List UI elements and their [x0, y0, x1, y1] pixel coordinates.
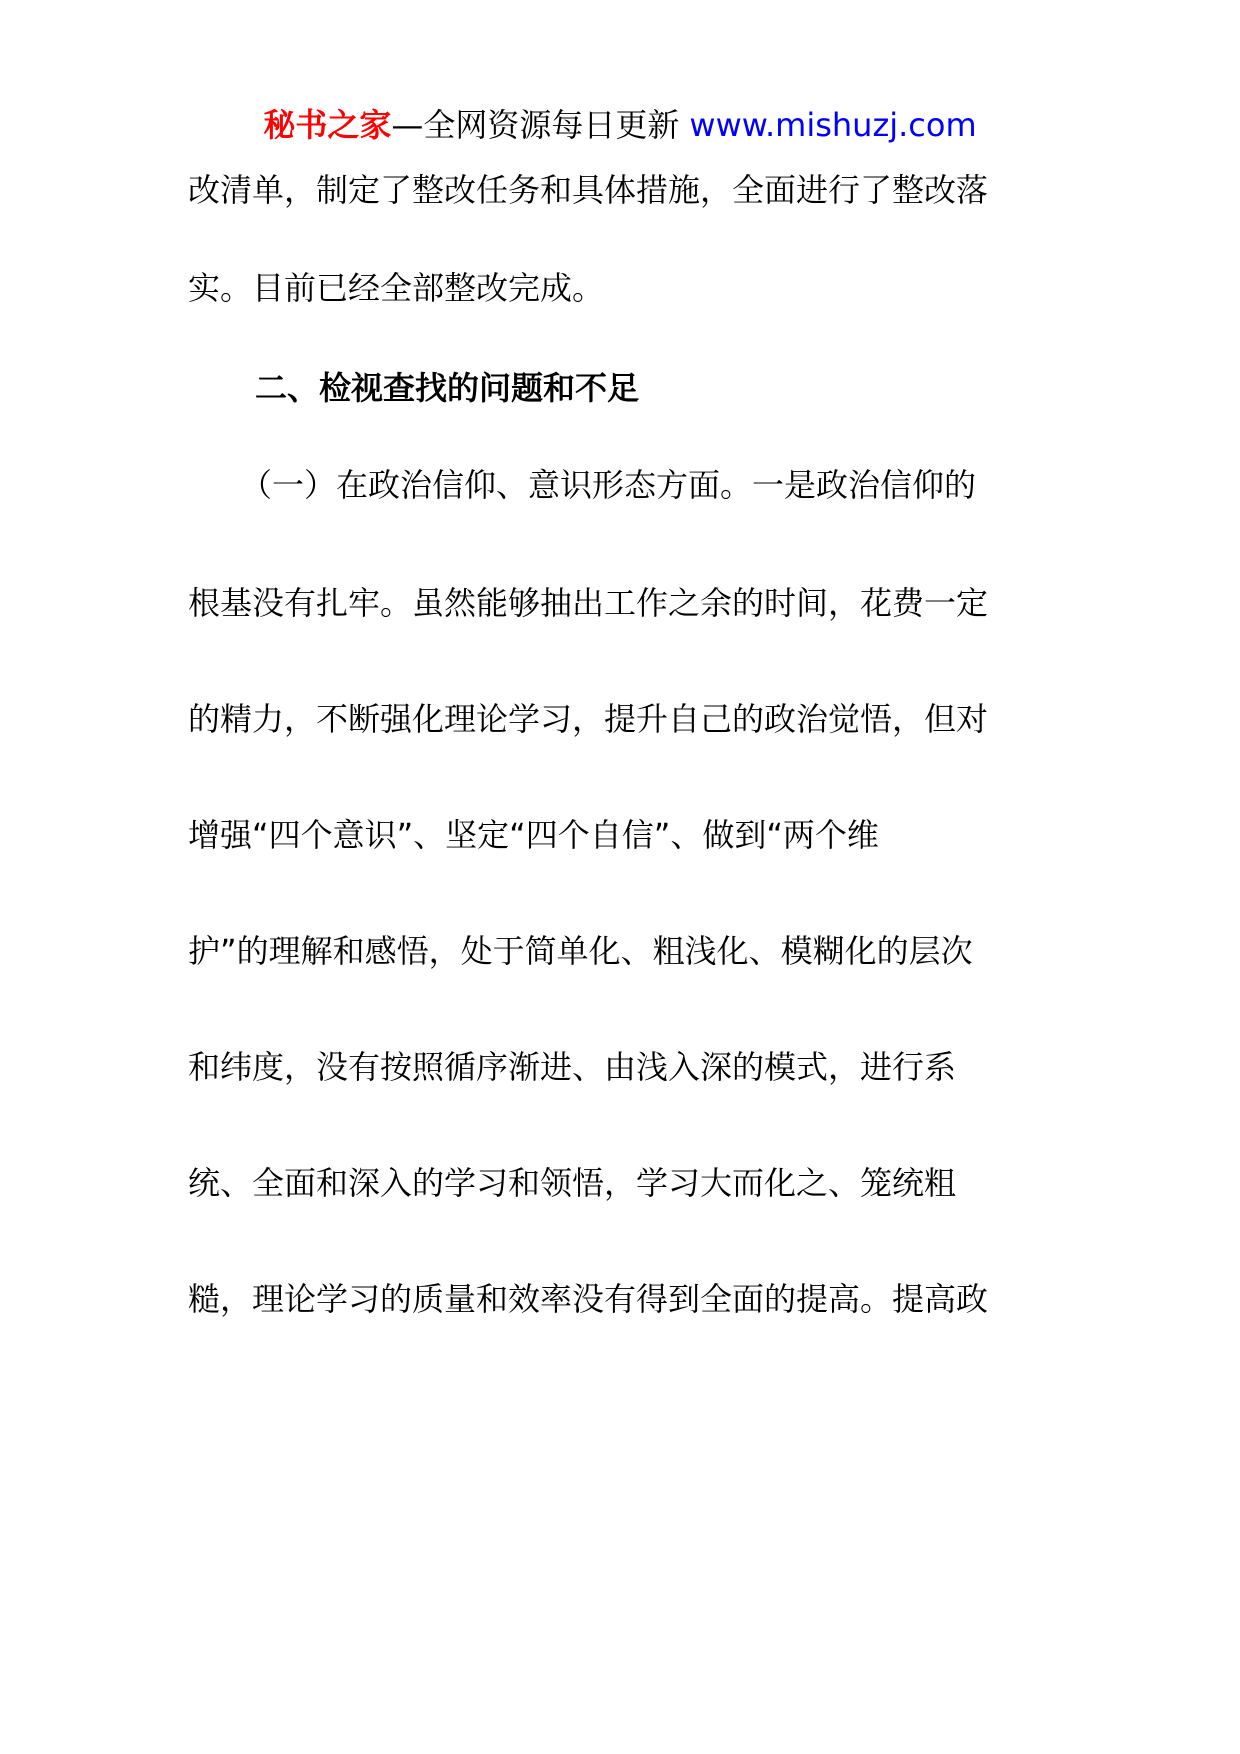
paragraph-line: 的精力，不断强化理论学习，提升自己的政治觉悟，但对 [188, 700, 989, 738]
site-header [0, 100, 1240, 150]
brand-name: 秘书之家 [263, 106, 392, 144]
paragraph-line: 和纬度，没有按照循序渐进、由浅入深的模式，进行系 [188, 1048, 957, 1086]
paragraph-line: 统、全面和深入的学习和领悟，学习大而化之、笼统粗 [188, 1164, 957, 1202]
site-url-link[interactable]: www.mishuzj.com [689, 106, 977, 144]
paragraph-line: 增强“四个意识”、坚定“四个自信”、做到“两个维 [188, 816, 879, 854]
header-tagline: —全网资源每日更新 [391, 106, 680, 144]
paragraph-line: 护”的理解和感悟，处于简单化、粗浅化、模糊化的层次 [188, 932, 973, 970]
paragraph-line: 糙，理论学习的质量和效率没有得到全面的提高。提高政 [188, 1280, 989, 1318]
paragraph-line: 根基没有扎牢。虽然能够抽出工作之余的时间，花费一定 [188, 584, 989, 622]
paragraph-line: （一）在政治信仰、意识形态方面。一是政治信仰的 [240, 466, 977, 504]
paragraph-line: 实。目前已经全部整改完成。 [188, 269, 605, 307]
section-heading: 二、检视查找的问题和不足 [255, 369, 640, 407]
paragraph-line: 改清单，制定了整改任务和具体措施，全面进行了整改落 [188, 171, 989, 209]
